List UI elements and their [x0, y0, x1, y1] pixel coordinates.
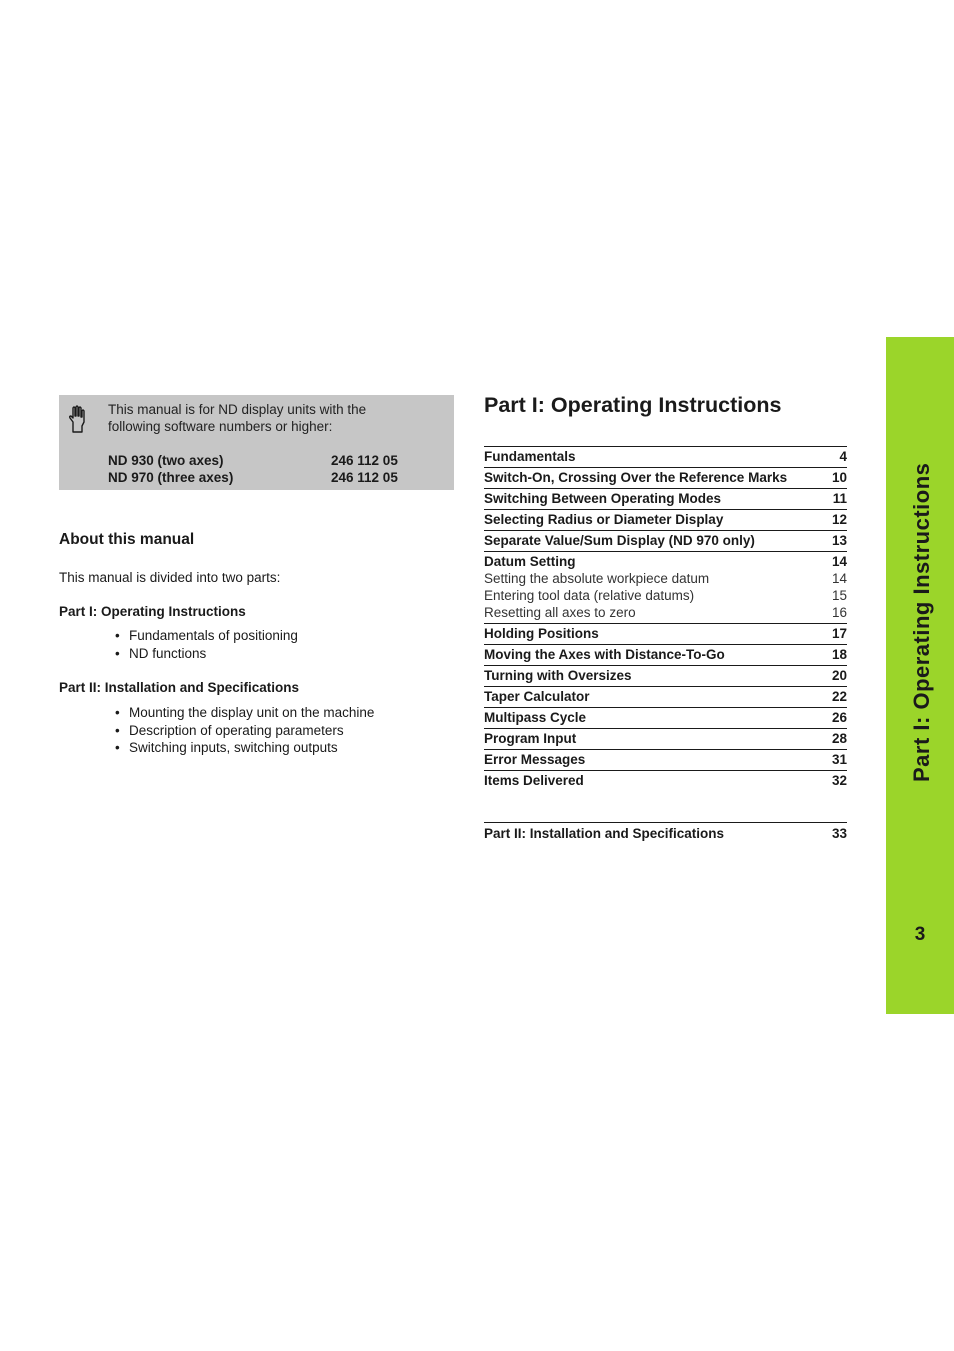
side-tab	[886, 337, 954, 1014]
toc-entry[interactable]	[484, 530, 847, 551]
toc-entry[interactable]	[484, 467, 847, 488]
toc-entry-page: 32	[831, 773, 847, 788]
toc-subentry[interactable]	[484, 587, 847, 604]
toc-entry-label: Turning with Oversizes	[484, 668, 632, 683]
part1-heading: Part I: Operating Instructions	[59, 604, 246, 619]
page-number: 3	[914, 924, 926, 945]
list-item: • ND functions	[129, 645, 298, 663]
toc-entry-label: Multipass Cycle	[484, 710, 587, 725]
list-item: • Mounting the display unit on the machine	[129, 704, 374, 722]
software-number: 246 112 05	[331, 453, 398, 468]
software-row	[108, 452, 403, 469]
toc-entry[interactable]	[484, 551, 847, 623]
toc-entry-label: Separate Value/Sum Display (ND 970 only)	[484, 533, 755, 548]
toc-entry-page: 11	[832, 491, 847, 506]
toc-entry[interactable]	[484, 686, 847, 707]
table-of-contents	[484, 446, 847, 791]
part2-bullet-list	[129, 704, 374, 757]
about-intro: This manual is divided into two parts:	[59, 570, 281, 585]
toc-entry-label: Moving the Axes with Distance-To-Go	[484, 647, 725, 662]
toc-entry[interactable]	[484, 749, 847, 770]
toc-entry-label: Holding Positions	[484, 626, 599, 641]
toc-subentry[interactable]	[484, 570, 847, 587]
toc-entry-label: Fundamentals	[484, 449, 576, 464]
toc-entry-page: 28	[831, 731, 847, 746]
software-note-box	[59, 395, 454, 490]
toc-entry[interactable]	[484, 623, 847, 644]
toc-entry-label: Program Input	[484, 731, 577, 746]
list-item: • Switching inputs, switching outputs	[129, 739, 374, 757]
toc-entry[interactable]	[484, 644, 847, 665]
note-text: This manual is for ND display units with the following software numbers or higher:	[108, 402, 367, 434]
model-name: ND 930 (two axes)	[108, 453, 224, 468]
toc-title: Part I: Operating Instructions	[484, 393, 782, 417]
toc-entry[interactable]	[484, 770, 847, 791]
toc-subentry-page: 15	[831, 588, 847, 603]
list-item: • Description of operating parameters	[129, 722, 374, 740]
toc-entry-label: Part II: Installation and Specifications	[484, 826, 725, 841]
toc-entry-page: 33	[831, 826, 847, 841]
toc-entry-label: Taper Calculator	[484, 689, 590, 704]
toc-entry[interactable]	[484, 488, 847, 509]
toc-subentry-page: 14	[831, 571, 847, 586]
toc-entry[interactable]	[484, 707, 847, 728]
toc-subentry-label: Setting the absolute workpiece datum	[484, 571, 710, 586]
toc-entry-page: 13	[831, 533, 847, 548]
toc-subentry-label: Resetting all axes to zero	[484, 605, 636, 620]
toc-entry-page: 18	[831, 647, 847, 662]
toc-entry-part2[interactable]	[484, 822, 847, 842]
list-item: • Fundamentals of positioning	[129, 627, 298, 645]
side-tab-label: Part I: Operating Instructions	[909, 462, 934, 782]
toc-entry-page: 20	[831, 668, 847, 683]
toc-entry-page: 4	[839, 449, 847, 464]
toc-entry-label: Selecting Radius or Diameter Display	[484, 512, 724, 527]
toc-entry-label: Switch-On, Crossing Over the Reference Marks	[484, 470, 788, 485]
toc-subentry[interactable]	[484, 604, 847, 621]
part2-heading: Part II: Installation and Specifications	[59, 680, 300, 695]
toc-entry-page: 17	[831, 626, 847, 641]
pointing-hand-icon	[67, 405, 91, 433]
about-title: About this manual	[59, 531, 195, 548]
toc-entry-page: 22	[831, 689, 847, 704]
toc-entry-label: Switching Between Operating Modes	[484, 491, 722, 506]
toc-entry[interactable]	[484, 728, 847, 749]
software-row	[108, 469, 403, 486]
toc-entry-label: Error Messages	[484, 752, 586, 767]
toc-entry-page: 12	[831, 512, 847, 527]
toc-entry-page: 10	[831, 470, 847, 485]
toc-entry-page: 26	[831, 710, 847, 725]
model-name: ND 970 (three axes)	[108, 470, 234, 485]
toc-entry-label: Datum Setting	[484, 554, 576, 569]
toc-entry[interactable]	[484, 509, 847, 530]
toc-entry-page: 14	[831, 554, 847, 569]
toc-subentry-label: Entering tool data (relative datums)	[484, 588, 695, 603]
software-number: 246 112 05	[331, 470, 398, 485]
toc-entry-label: Items Delivered	[484, 773, 584, 788]
about-section	[59, 530, 454, 755]
toc-entry-page: 31	[831, 752, 847, 767]
toc-entry[interactable]	[484, 665, 847, 686]
part1-bullet-list	[129, 627, 298, 662]
toc-subentry-page: 16	[831, 605, 847, 620]
toc-entry[interactable]	[484, 446, 847, 467]
